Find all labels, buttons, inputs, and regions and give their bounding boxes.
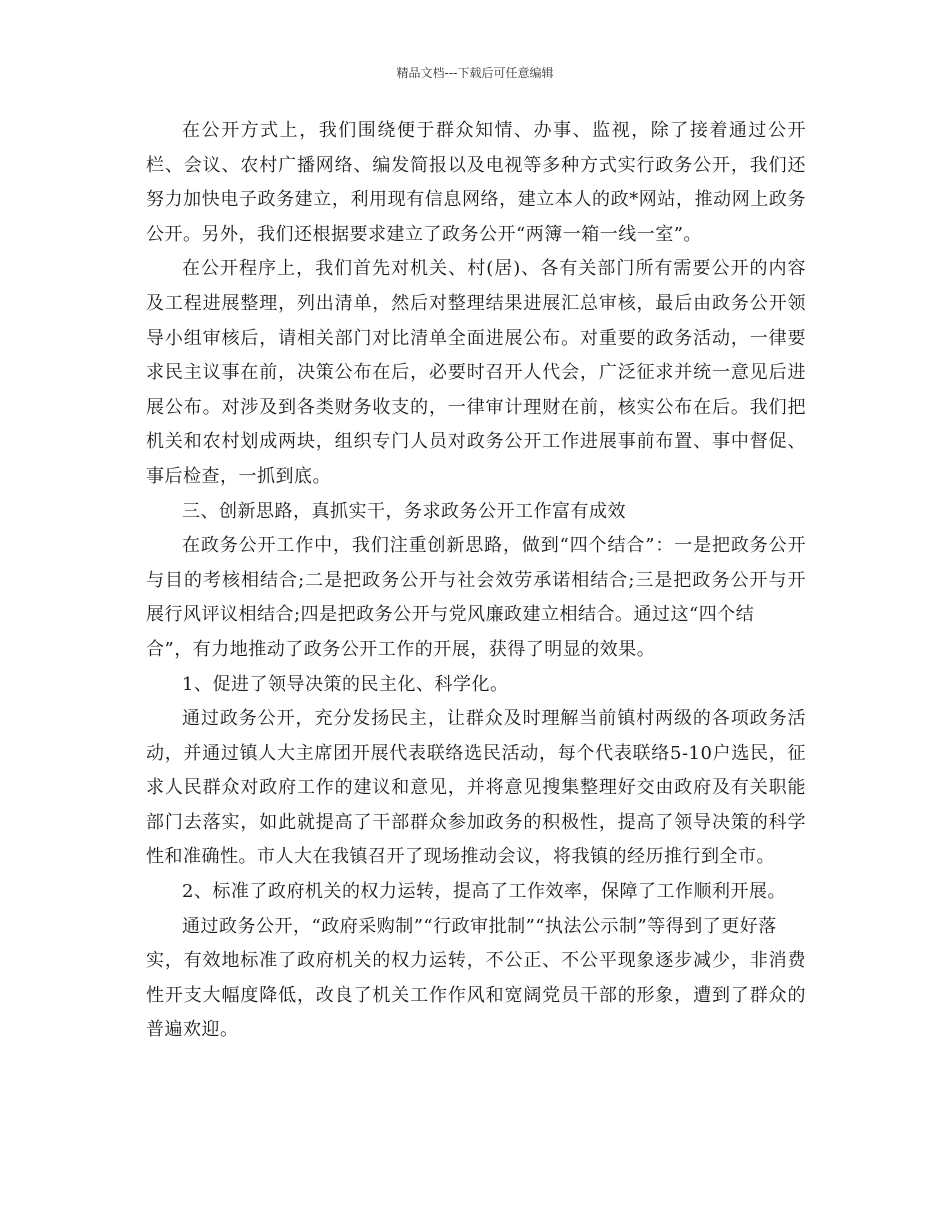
document-body (146, 114, 806, 1048)
page-header: 精品文档---下载后可任意编辑 (396, 66, 554, 80)
paragraph-public-procedure: 在公开程序上，我们首先对机关、村(居)、各有关部门所有需要公开的内容及工程进展整理，列出清单，然后对整理结果进展汇总审核，最后由政务公开领导小组审核后，请相关部门对比清单全面进展公布。对重要的政务活动，一律要求民主议事在前，决策公布在后，必要时召开人代会，广泛征求并统一意见后进展公布。对涉及到各类财务收支的，一律审计理财在前，核实公布在后。我们把机关和农村划成两块，组织专门人员对政务公开工作进展事前布置、事中督促、事后检查，一抓到底。 (146, 258, 806, 487)
section-heading-3: 三、创新思路，真抓实干，务求政务公开工作富有成效 (182, 500, 626, 522)
subheading-2: 2、标准了政府机关的权力运转，提高了工作效率，保障了工作顺利开展。 (182, 881, 786, 903)
paragraph-power-operation: 通过政务公开，“政府采购制”“行政审批制”“执法公示制”等得到了更好落 实，有效地标准了政府机关的权力运转，不公正、不公平现象逐步减少，非消费性开支大幅度降低，改良了机关工作作风和宽阔党员干部的形象，遭到了群众的普遍欢迎。 (146, 915, 806, 1041)
subheading-1: 1、促进了领导决策的民主化、科学化。 (182, 673, 509, 695)
paragraph-democracy: 通过政务公开，充分发扬民主，让群众及时理解当前镇村两级的各项政务活动，并通过镇人大主席团开展代表联络选民活动，每个代表联络5-10户选民，征求人民群众对政府工作的建议和意见，并将意见搜集整理好交由政府及有关职能部门去落实，如此就提高了干部群众参加政务的积极性，提高了领导决策的科学性和准确性。市人大在我镇召开了现场推动会议，将我镇的经历推行到全市。 (146, 708, 806, 868)
paragraph-public-methods: 在公开方式上，我们围绕便于群众知情、办事、监视，除了接着通过公开栏、会议、农村广播网络、编发简报以及电视等多种方式实行政务公开，我们还努力加快电子政务建立，利用现有信息网络，建立本人的政*网站，推动网上政务公开。另外，我们还根据要求建立了政务公开“两簿一箱一线一室”。 (146, 120, 806, 245)
paragraph-four-combinations: 在政务公开工作中，我们注重创新思路，做到“四个结合”：一是把政务公开与目的考核相结合;二是把政务公开与社会效劳承诺相结合;三是把政务公开与开展行风评议相结合;四是把政务公开与党风廉政建立相结合。通过这“四个结 合”，有力地推动了政务公开工作的开展，获得了明显的效果。 (146, 535, 806, 660)
